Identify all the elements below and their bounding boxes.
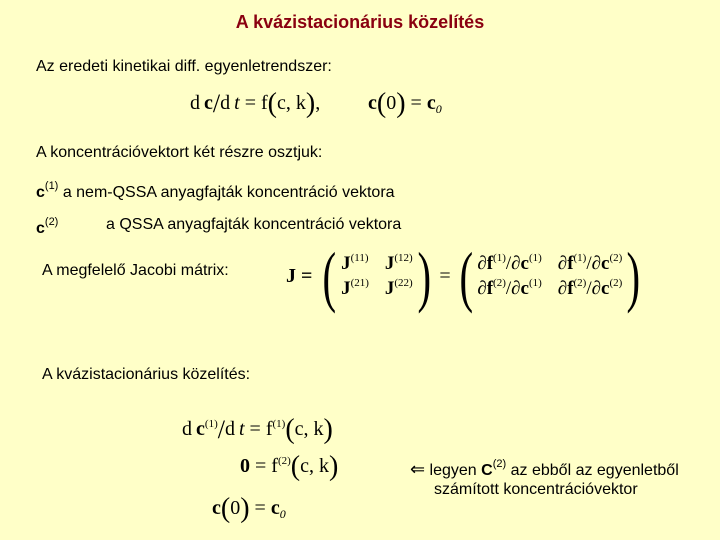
qssa-label: A kvázistacionárius közelítés: [42,366,251,383]
jacobi-blocks: $J^{(11)}$ $J^{(12)}$ $J^{(21)}$ $J^{(22)}$ [341,252,413,299]
note-superscript: (2) [492,458,507,470]
note-line-1 [410,458,679,480]
intro-text: Az eredeti kinetikai diff. egyenletrendszer: [36,58,332,75]
c2-description: a QSSA anyagfajták koncentráció vektora [106,216,402,233]
c1-symbol: c [36,184,45,201]
initial-condition: $c(0) = c_0$ [368,88,442,119]
left-double-arrow-icon: ⇐ [410,459,426,479]
note-text-a: legyen [429,462,477,479]
ode-equation: d c/d t = f(c, k), [190,88,321,119]
c1-definition [36,180,395,202]
c2-symbol: c [36,220,45,237]
c2-superscript: (2) [44,216,59,228]
split-text: A koncentrációvektort két részre osztjuk: [36,144,323,161]
qssa-algebraic: $0 = f^{(2)}(c$, k) [240,451,339,482]
c1-description: a nem-QSSA anyagfajták koncentráció vektora [62,184,395,201]
qssa-ode: d $c^{(1)}/d$ $t = f^{(1)}(c$, k) [182,414,333,445]
c2-definition [36,216,58,238]
jacobi-derivatives: $\partial f^{(1)}/\partial c^{(1)}$ $\partial f^{(1)}/\partial c^{(2)}$ $\partial f^{(2)}/\partial c^{(1)}$ $\partial f^{(2)}/\partial c^{(2)}$ [477,252,623,299]
note-line-2: számított koncentrációvektor [434,481,638,498]
note-symbol: C [481,462,493,479]
qssa-initial-condition: $c(0) = c_0$ [212,493,286,524]
jacobi-matrix: J = ( $J^{(11)}$ $J^{(12)}$ $J^{(21)}$ $J^{(22)}$ ) = ( $\partial f^{(1)}/\partial c^{(1)}$ $\partial f^{(1)}/\partial c^{(2)}$ $\partial f^{(2)}/\partial c^{(1)}$ $\partial f^{(2)}/\partial c^{(2)}$ ) [286,238,641,314]
note-text-b: az ebből az egyenletből [510,462,679,479]
jacobi-label: A megfelelő Jacobi mátrix: [42,262,229,279]
c1-superscript: (1) [44,180,59,192]
slide-title: A kvázistacionárius közelítés [235,12,485,32]
